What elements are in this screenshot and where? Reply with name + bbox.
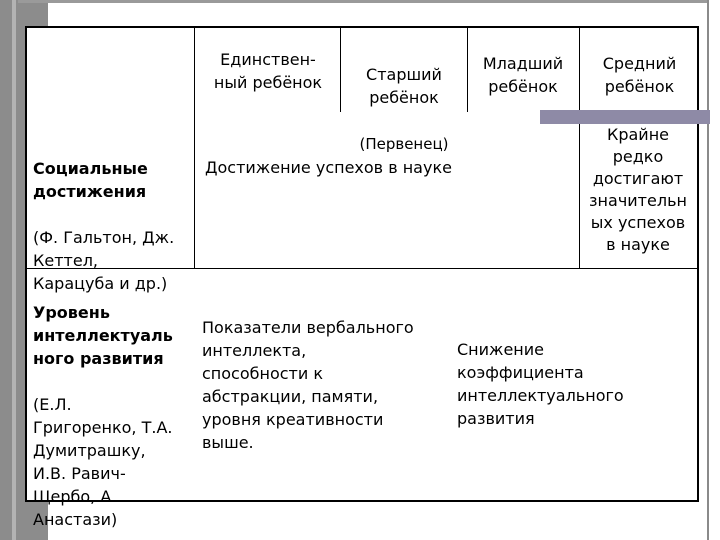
header-youngest-child: Младший ребёнок [482, 54, 564, 96]
row-intellect-main: Показатели вербального интеллекта, способности к абстракции, памяти, уровня креативности выше. [202, 318, 414, 452]
header-eldest-child [343, 40, 465, 156]
row-intellect-right: Снижение коэффициента интеллектуального развития [457, 340, 624, 428]
header-only-child: Единствен- ный ребёнок [213, 50, 323, 92]
slide-top-line [18, 0, 720, 3]
table-divider [467, 28, 468, 112]
row-intellect-label [33, 278, 201, 531]
table-divider [340, 28, 341, 112]
slide-left-stripe [12, 0, 16, 540]
comparison-table [25, 26, 699, 529]
row-social-title: Социальные достижения [33, 159, 148, 201]
row-intellect-authors: (Е.Л. Григоренко, Т.А. Думитрашку, И.В. Равич- Щербо, А. Анастази) [33, 395, 173, 529]
slide-accent-bar [540, 110, 710, 124]
row-social-label [33, 134, 195, 295]
header-middle-child: Средний ребёнок [602, 54, 677, 96]
row-social-authors: (Ф. Гальтон, Дж. Кеттел, Карацуба и др.) [33, 228, 175, 293]
row-social-main: Достижение успехов в науке [205, 158, 452, 177]
row-intellect-title: Уровень интеллектуаль ного развития [33, 303, 173, 368]
row-social-middle-child: Крайне редко достигают значительн ых успехов в науке [589, 125, 687, 254]
slide-right-border [707, 0, 720, 540]
header-eldest-child-note: (Первенец) [359, 135, 449, 153]
header-eldest-child-label: Старший ребёнок [366, 65, 442, 107]
